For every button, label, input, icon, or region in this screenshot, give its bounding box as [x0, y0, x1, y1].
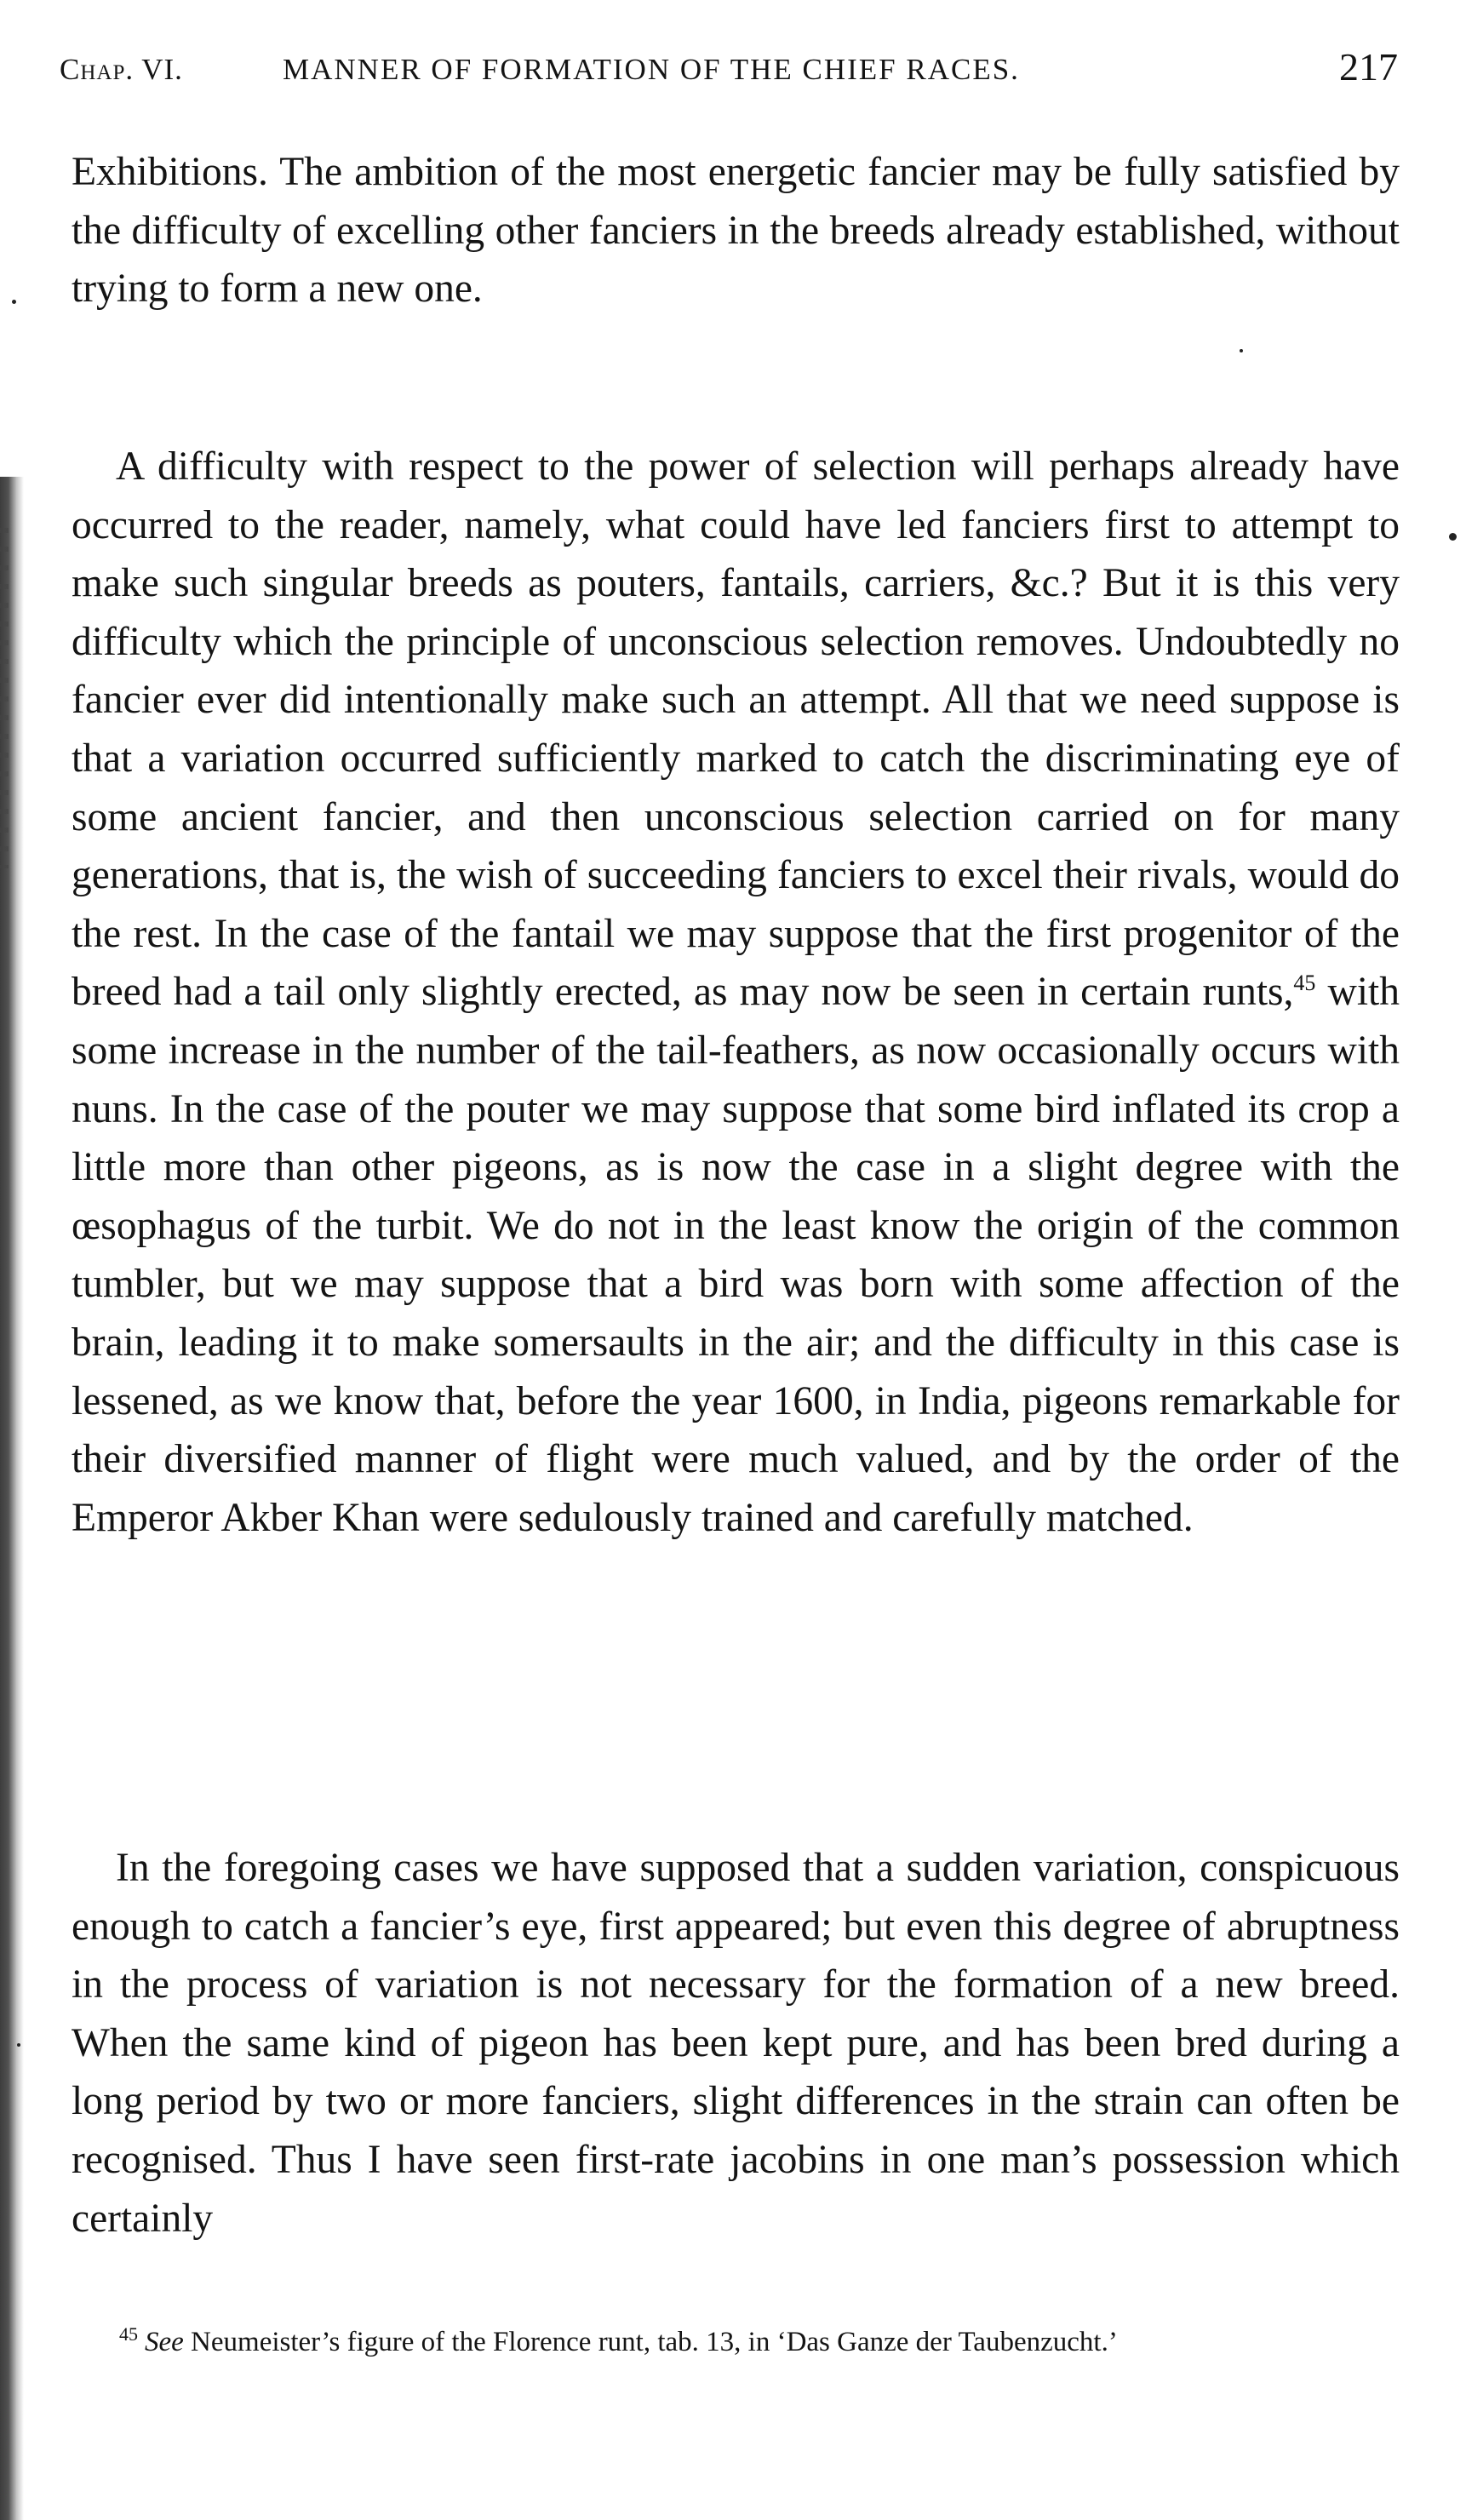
- page-number: 217: [1339, 45, 1398, 89]
- footnote-mark: 45: [119, 2323, 138, 2345]
- footnote-text: Neumeister’s figure of the Florence runt, tab. 13, in ‘Das Ganze der Taubenzucht.’: [183, 2327, 1118, 2357]
- scan-speck: [17, 2043, 20, 2047]
- paragraph-2: [72, 438, 1400, 1547]
- paragraph-1: Exhibitions. The ambition of the most energetic fancier may be fully satisfied by the difficulty of excelling other fanciers in the breeds already established, without trying to form a new one.: [72, 150, 1400, 312]
- paragraph-2-text-b: with some increase in the number of the tail-feathers, as now occasionally occurs with nuns. In the case of the pouter we may suppose that some bird inflated its crop a little more than other pigeons, as is now the case in a slight degree with the œsophagus of the turbit. We do not in the least know the origin of the common tumbler, but we may suppose that a bird was born with some affection of the brain, leading it to make somersaults in the air; and the difficulty in this case is lessened, as we know that, before the year 1600, in India, pigeons remarkable for their diversified manner of flight were much valued, and by the order of the Emperor Akber Khan were sedulously trained and carefully matched.: [72, 970, 1400, 1540]
- footnote-see: See: [145, 2327, 184, 2357]
- paragraph-3: In the foregoing cases we have supposed that a sudden variation, conspicuous enough to catch a fancier’s eye, first appeared; but even this degree of abruptness in the process of variation is not necessary for the formation of a new breed. When the same kind of pigeon has been kept pure, and has been bred during a long period by two or more fanciers, slight differences in the strain can often be recognised. Thus I have seen first-rate jacobins in one man’s possession which certainly: [72, 1846, 1400, 2241]
- chapter-label: Chap. VI.: [60, 53, 183, 86]
- paragraph-2-text-a: A difficulty with respect to the power of selection will perhaps already have occurred to the reader, namely, what could have led fanciers first to attempt to make such singular breeds as pouters, fantails, carriers, &c.? But it is this very difficulty which the principle of unconscious selection removes. Undoubtedly no fancier ever did intentionally make such an attempt. All that we need suppose is that a variation occurred sufficiently marked to catch the discriminating eye of some ancient fancier, and then unconscious selection carried on for many generations, that is, the wish of succeeding fanciers to excel their rivals, would do the rest. In the case of the fantail we may suppose that the first progenitor of the breed had a tail only slightly erected, as may now be seen in certain runts,: [72, 444, 1400, 1015]
- scan-speck: [1240, 349, 1243, 352]
- scan-speck: [12, 300, 16, 304]
- scan-speck: [1449, 533, 1457, 541]
- running-title: MANNER OF FORMATION OF THE CHIEF RACES.: [283, 53, 1020, 86]
- running-header: [60, 44, 1398, 95]
- binding-marks: [0, 528, 9, 868]
- footnote-reference[interactable]: 45: [1293, 971, 1316, 996]
- footnote: [72, 2319, 1400, 2365]
